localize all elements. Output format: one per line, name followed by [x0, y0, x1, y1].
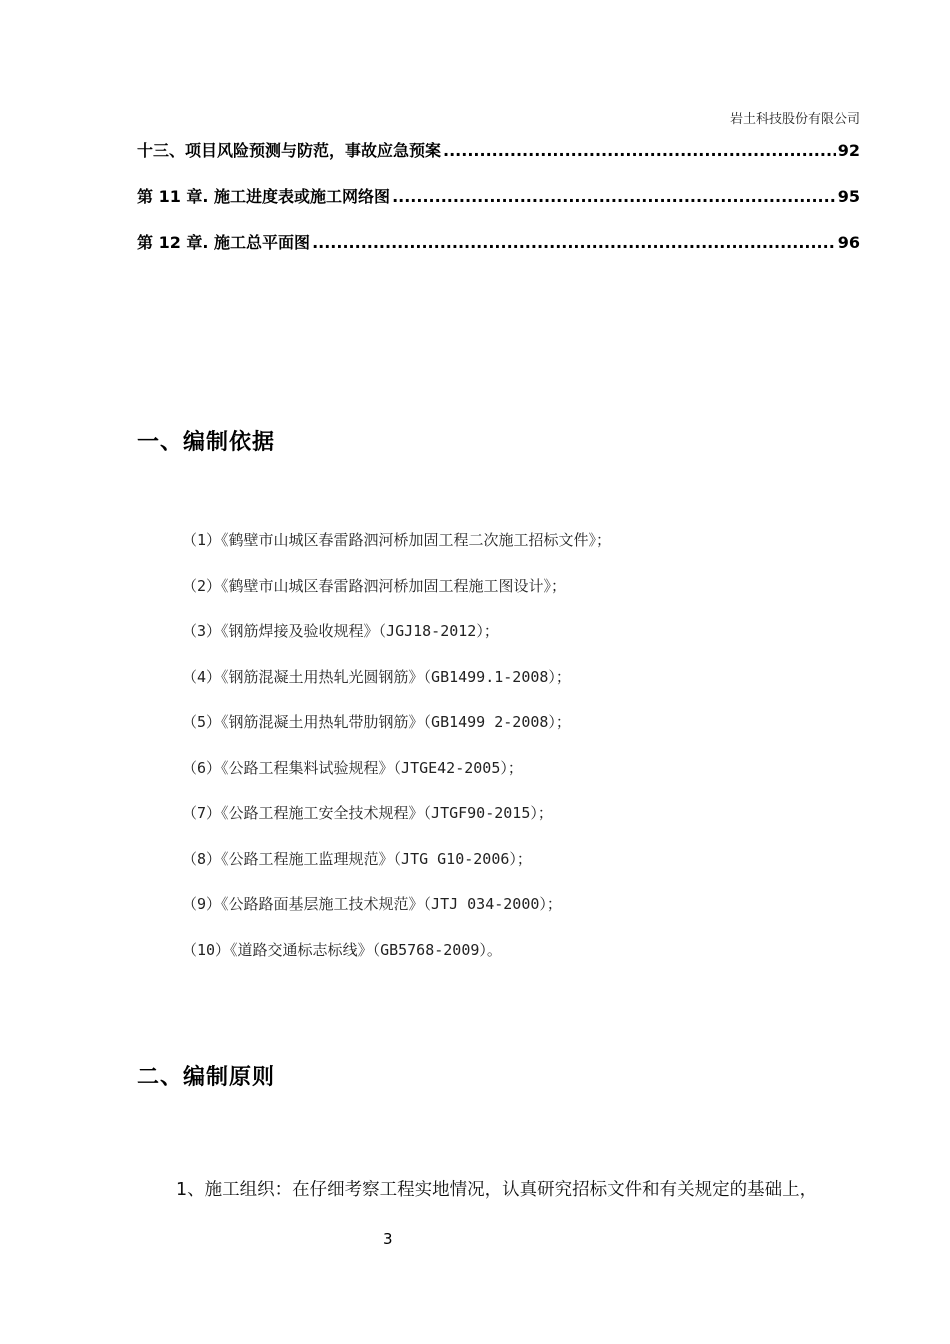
reference-item: （2）《鹤壁市山城区春雷路泗河桥加固工程施工图设计》； [182, 576, 567, 595]
reference-item: （9）《公路路面基层施工技术规范》（JTJ 034-2000）； [182, 895, 562, 913]
reference-item: （7）《公路工程施工安全技术规程》（JTGF90-2015）； [182, 804, 553, 822]
reference-item: （1）《鹤壁市山城区春雷路泗河桥加固工程二次施工招标文件》； [182, 531, 612, 549]
reference-item: （5）《钢筋混凝土用热轧带肋钢筋》（GB1499 2-2008）； [182, 713, 571, 731]
page-number: 3 [383, 1230, 393, 1248]
toc-entry[interactable] [137, 230, 860, 276]
toc-leader-dots [312, 230, 836, 256]
toc-entry-title: 第 12 章. 施工总平面图 [137, 233, 311, 252]
toc-entry-title: 第 11 章. 施工进度表或施工网络图 [137, 187, 391, 206]
reference-item: （3）《钢筋焊接及验收规程》（JGJ18-2012）； [182, 622, 499, 640]
toc-entry-page: 95 [837, 187, 860, 206]
reference-list [182, 528, 882, 983]
company-header: 岩土科技股份有限公司 [729, 112, 860, 127]
toc-entry-page: 96 [837, 233, 860, 252]
toc-entry[interactable] [137, 138, 860, 184]
reference-item: （8）《公路工程施工监理规范》（JTG G10-2006）； [182, 849, 532, 868]
toc-entry-title: 十三、项目风险预测与防范，事故应急预案 [137, 141, 442, 160]
toc-entry[interactable] [137, 184, 860, 230]
toc-entry-page: 92 [837, 141, 860, 160]
section-heading-basis: 一、编制依据 [137, 430, 276, 455]
section-heading-principles: 二、编制原则 [137, 1065, 276, 1090]
toc-leader-dots [392, 184, 836, 210]
reference-item: （10）《道路交通标志标线》（GB5768-2009）。 [182, 940, 502, 959]
reference-item: （6）《公路工程集料试验规程》（JTGE42-2005）； [182, 758, 523, 777]
body-paragraph: 1、施工组织：在仔细考察工程实地情况，认真研究招标文件和有关规定的基础上， [176, 1180, 818, 1200]
table-of-contents [137, 138, 860, 276]
toc-leader-dots [443, 138, 836, 164]
reference-item: （4）《钢筋混凝土用热轧光圆钢筋》（GB1499.1-2008）； [182, 667, 571, 686]
